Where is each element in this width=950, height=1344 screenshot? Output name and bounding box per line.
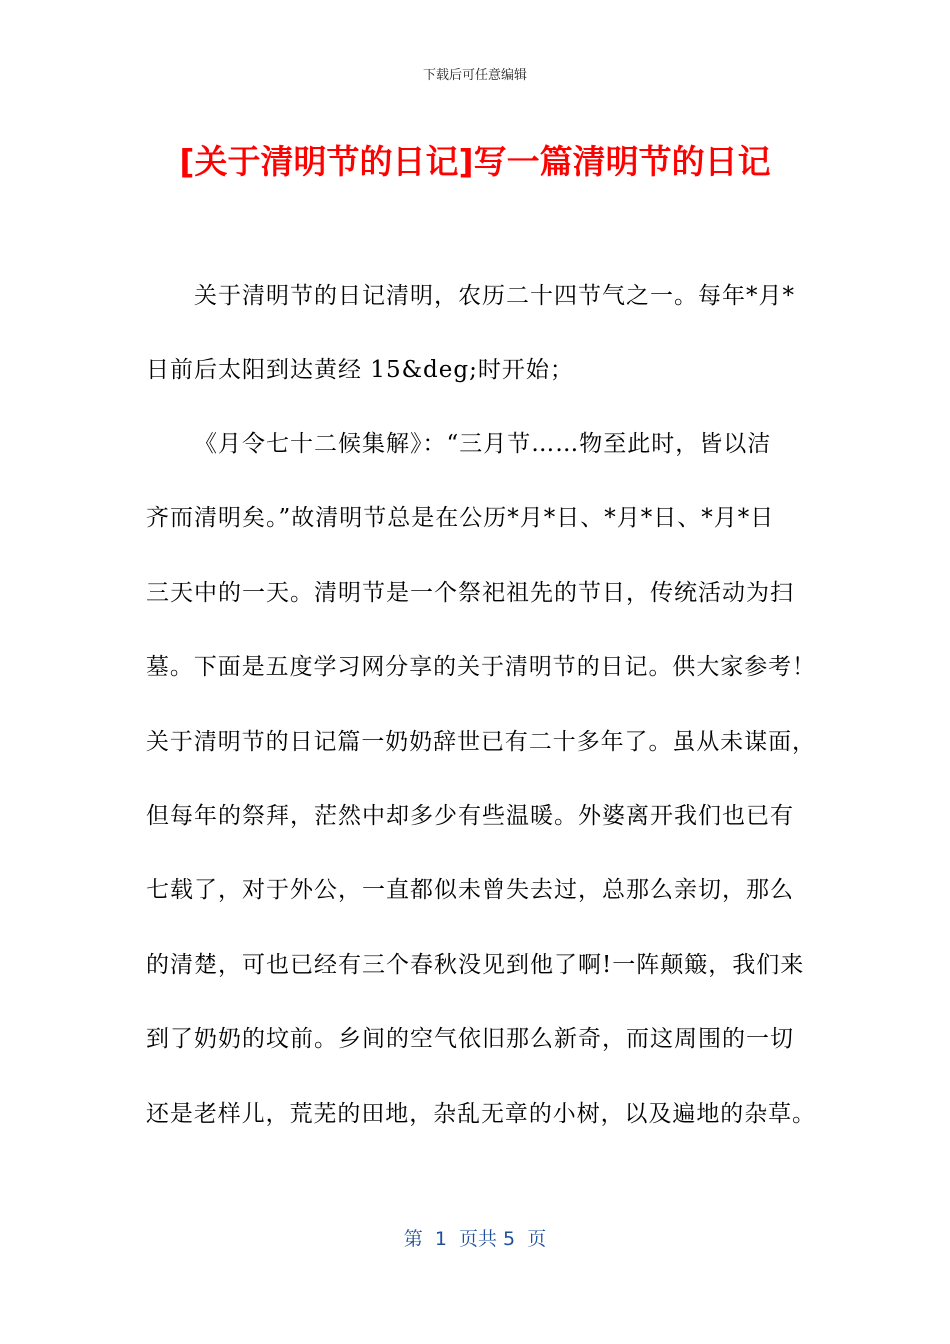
body-line: 七载了，对于外公，一直都似未曾失去过，总那么亲切，那么 [146,877,794,903]
body-line: 的清楚，可也已经有三个春秋没见到他了啊!一阵颠簸，我们来 [146,952,805,978]
page-header: 下载后可任意编辑 [422,68,527,83]
page-number-footer: 第 1 页共 5 页 [403,1228,547,1250]
body-line: 关于清明节的日记清明，农历二十四节气之一。每年*月* [194,283,795,309]
body-line: 墓。下面是五度学习网分享的关于清明节的日记。供大家参考！ [146,654,816,680]
body-line: 齐而清明矣。”故清明节总是在公历*月*日、*月*日、*月*日 [146,505,775,531]
body-line: 还是老样儿，荒芜的田地，杂乱无章的小树，以及遍地的杂草。 [146,1101,816,1127]
body-line: 但每年的祭拜，茫然中却多少有些温暖。外婆离开我们也已有 [146,803,794,829]
body-line: 日前后太阳到达黄经 15&deg;时开始； [146,357,574,383]
body-line: 关于清明节的日记篇一奶奶辞世已有二十多年了。虽从未谋面， [146,729,816,755]
document-title: [关于清明节的日记]写一篇清明节的日记 [179,142,771,181]
body-line: 到了奶奶的坟前。乡间的空气依旧那么新奇，而这周围的一切 [146,1026,794,1052]
body-line: 《月令七十二候集解》：“三月节……物至此时，皆以洁 [194,431,772,457]
body-line: 三天中的一天。清明节是一个祭祀祖先的节日，传统活动为扫 [146,580,794,606]
